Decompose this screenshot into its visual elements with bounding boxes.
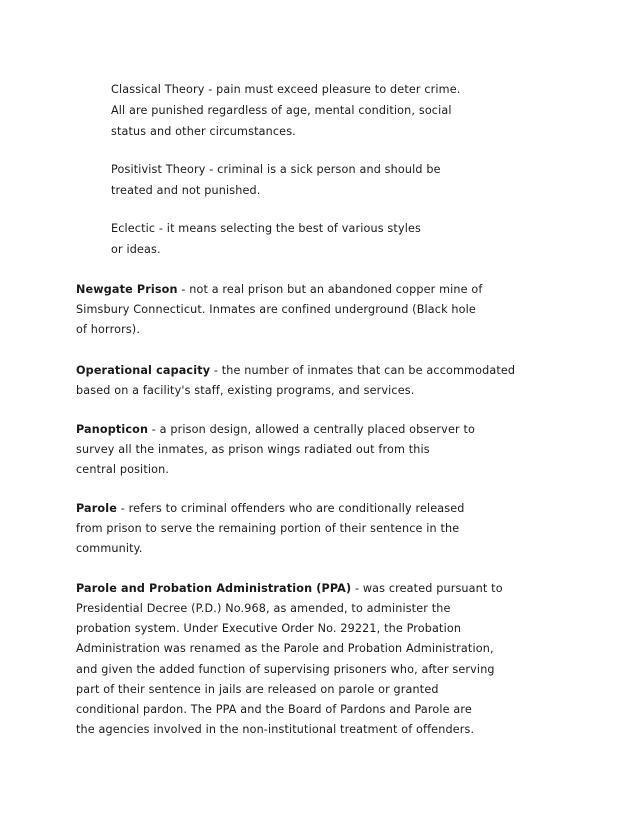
ppa-line-2: Presidential Decree (P.D.) No.968, as amended, to administer the [76,602,451,615]
ppa-text: - was created pursuant to [351,582,503,595]
ppa-line-5: and given the added function of supervising prisoners who, after serving [76,663,495,676]
positivist-theory-line-2: treated and not punished. [111,184,261,197]
newgate-prison-term: Newgate Prison [76,283,178,296]
newgate-prison-text: - not a real prison but an abandoned copper mine of [177,283,483,296]
panopticon-line-3: central position. [76,463,170,476]
eclectic-line-2: or ideas. [111,243,161,256]
classical-theory-line-2: All are punished regardless of age, mental condition, social [111,104,452,117]
positivist-theory-line-1: Positivist Theory - criminal is a sick person and should be [111,163,441,176]
parole-line-2: from prison to serve the remaining portion of their sentence in the [76,522,460,535]
panopticon-text: - a prison design, allowed a centrally placed observer to [148,423,475,436]
operational-capacity-term: Operational capacity [76,364,211,377]
classical-theory-line-1: Classical Theory - pain must exceed pleasure to deter crime. [111,83,461,96]
operational-capacity-line-2: based on a facility's staff, existing programs, and services. [76,384,415,397]
ppa-line-3: probation system. Under Executive Order No. 29221, the Probation [76,622,462,635]
ppa-line-8: the agencies involved in the non-institutional treatment of offenders. [76,723,475,736]
classical-theory-line-3: status and other circumstances. [111,125,296,138]
ppa-term: Parole and Probation Administration (PPA) [76,582,352,595]
parole-first-line [76,502,465,516]
newgate-prison-first-line [76,283,482,297]
panopticon-first-line [76,423,475,437]
parole-text: - refers to criminal offenders who are conditionally released [116,502,465,515]
eclectic-line-1: Eclectic - it means selecting the best of various styles [111,222,421,235]
ppa-line-4: Administration was renamed as the Parole and Probation Administration, [76,642,494,655]
newgate-prison-line-2: Simsbury Connecticut. Inmates are confined underground (Black hole [76,303,476,316]
ppa-first-line [76,582,503,596]
operational-capacity-first-line [76,364,515,378]
ppa-line-7: conditional pardon. The PPA and the Board of Pardons and Parole are [76,703,472,716]
ppa-line-6: part of their sentence in jails are released on parole or granted [76,683,439,696]
newgate-prison-line-3: of horrors). [76,323,141,336]
panopticon-term: Panopticon [76,423,149,436]
parole-line-3: community. [76,542,143,555]
operational-capacity-text: - the number of inmates that can be accommodated [210,364,516,377]
panopticon-line-2: survey all the inmates, as prison wings radiated out from this [76,443,430,456]
parole-term: Parole [76,502,117,515]
